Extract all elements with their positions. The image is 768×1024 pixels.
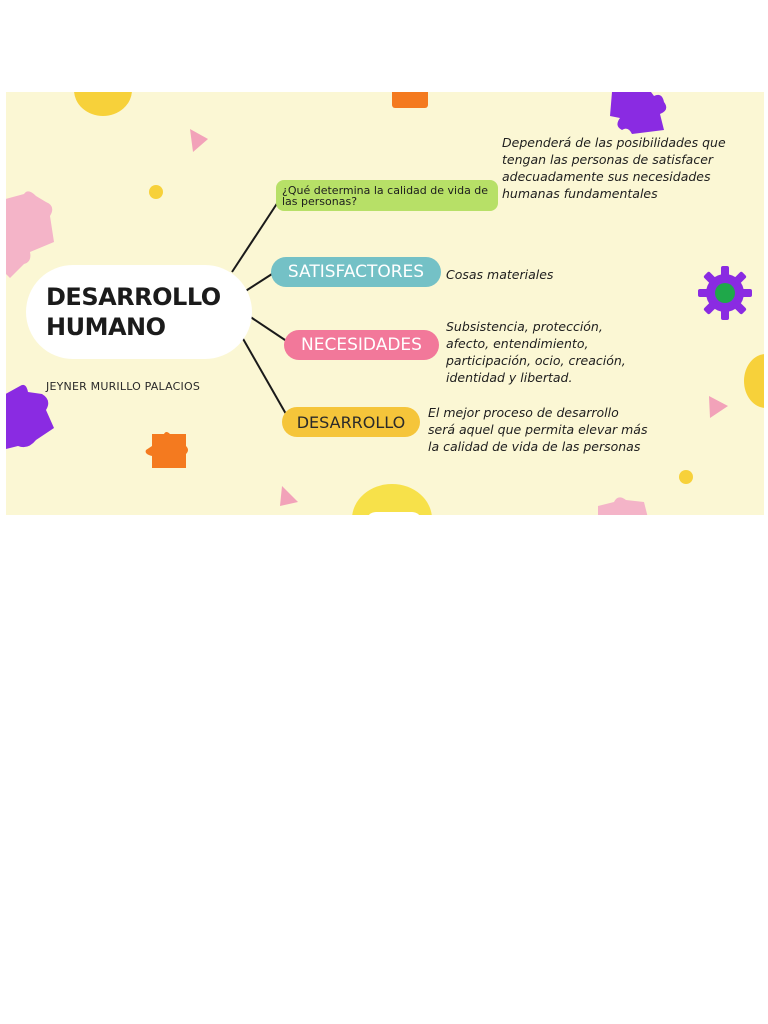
connector-satisfactores	[244, 274, 272, 292]
question-label: ¿Qué determina la calidad de vida de las personas?	[282, 183, 489, 208]
question-description: Dependerá de las posibilidades que tengan las personas de satisfacer adecuadamente sus necesidades humanas fundamentales	[502, 135, 726, 201]
satisfactores-label: SATISFACTORES	[287, 262, 425, 282]
necesidades-description: Subsistencia, protección, afecto, entendimiento, participación, ocio, creación, identidad y libertad.	[446, 319, 626, 385]
question-pill	[276, 180, 498, 211]
satisfactores-pill	[271, 257, 441, 287]
author-name: JEYNER MURILLO PALACIOS	[46, 380, 201, 393]
connector-desarrollo	[238, 330, 286, 414]
central-title-line1: DESARROLLO	[46, 283, 221, 311]
central-title-line2: HUMANO	[46, 313, 166, 341]
desarrollo-description: El mejor proceso de desarrollo será aquel que permita elevar más la calidad de vida de las personas	[428, 405, 648, 454]
necesidades-label: NECESIDADES	[301, 335, 422, 355]
satisfactores-description: Cosas materiales	[446, 267, 554, 282]
connector-question	[232, 202, 278, 272]
desarrollo-pill	[282, 407, 420, 437]
necesidades-pill	[284, 330, 439, 360]
central-title	[46, 282, 246, 342]
connector-necesidades	[246, 314, 288, 342]
desarrollo-label: DESARROLLO	[296, 412, 406, 432]
mind-map-slide	[6, 92, 764, 515]
